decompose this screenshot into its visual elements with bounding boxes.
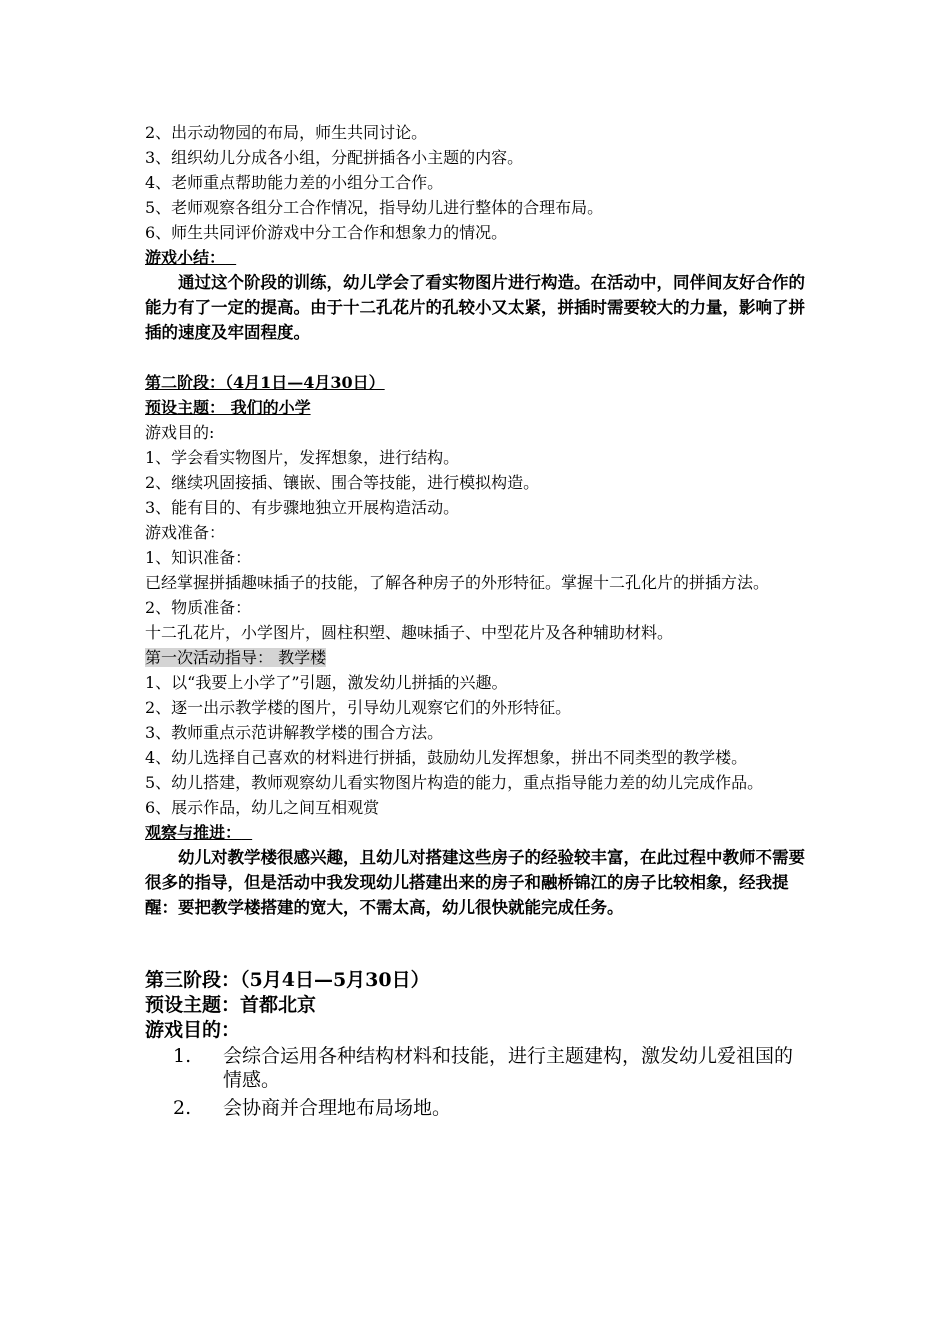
document-body <box>145 120 810 1124</box>
list-item: 4、幼儿选择自己喜欢的材料进行拼插，鼓励幼儿发挥想象，拼出不同类型的教学楼。 <box>145 748 748 767</box>
stage2-goals-list <box>145 445 810 520</box>
knowledge-heading: 1、知识准备： <box>145 548 252 567</box>
list-item: 5、幼儿搭建，教师观察幼儿看实物图片构造的能力，重点指导能力差的幼儿完成作品。 <box>145 773 764 792</box>
observe-heading <box>145 820 810 845</box>
heading-text: 观察与推进： <box>145 823 242 842</box>
stage2-theme <box>145 395 810 420</box>
observe-paragraph: 幼儿对教学楼很感兴趣，且幼儿对搭建这些房子的经验较丰富，在此过程中教师不需要很多的指导，但是活动中我发现幼儿搭建出来的房子和融桥锦江的房子比较相象，经我提醒：要把教学楼搭建的宽大，不需太高，幼儿很快就能完成任务。 <box>145 848 805 917</box>
stage2-goal-heading: 游戏目的: <box>145 423 215 442</box>
list-item: 1、学会看实物图片，发挥想象，进行结构。 <box>145 448 460 467</box>
list-text: 会综合运用各种结构材料和技能，进行主题建构，激发幼儿爱祖国的情感。 <box>223 1045 794 1091</box>
stage3-heading: 第三阶段：（5月4日—5月30日） <box>145 969 430 991</box>
list-item: 3、能有目的、有步骤地独立开展构造活动。 <box>145 498 460 517</box>
list-item: 2、出示动物园的布局，师生共同讨论。 <box>145 123 428 142</box>
stage1-summary-paragraph: 通过这个阶段的训练，幼儿学会了看实物图片进行构造。在活动中，同伴间友好合作的能力有了一定的提高。由于十二孔花片的孔较小又太紧，拼插时需要较大的力量，影响了拼插的速度及牢固程度。 <box>145 273 805 342</box>
list-number: 2. <box>173 1097 192 1119</box>
list-item <box>145 1096 810 1120</box>
list-item <box>145 1044 810 1092</box>
list-text: 会协商并合理地布局场地。 <box>223 1097 452 1119</box>
stage1-summary-heading <box>145 245 810 270</box>
stage3-theme: 预设主题：首都北京 <box>145 994 317 1016</box>
list-number: 1. <box>173 1045 192 1067</box>
material-heading: 2、物质准备： <box>145 598 252 617</box>
list-item: 4、老师重点帮助能力差的小组分工合作。 <box>145 173 444 192</box>
activity-heading-text: 第一次活动指导： 教学楼 <box>145 648 327 667</box>
stage3-goals-list <box>145 1044 810 1120</box>
list-item: 2、继续巩固接插、镶嵌、围合等技能，进行模拟构造。 <box>145 473 540 492</box>
list-item: 1、以“我要上小学了”引题，激发幼儿拼插的兴趣。 <box>145 673 508 692</box>
list-item: 3、组织幼儿分成各小组，分配拼插各小主题的内容。 <box>145 148 524 167</box>
stage2-prep-heading: 游戏准备： <box>145 523 226 542</box>
list-item: 6、展示作品，幼儿之间互相观赏 <box>145 798 380 817</box>
material-text: 十二孔花片，小学图片，圆柱积塑、趣味插子、中型花片及各种辅助材料。 <box>145 623 674 642</box>
list-item: 3、教师重点示范讲解教学楼的围合方法。 <box>145 723 444 742</box>
stage3-goal-heading: 游戏目的： <box>145 1019 241 1041</box>
stage2-heading <box>145 370 810 395</box>
list-item: 2、逐一出示教学楼的图片，引导幼儿观察它们的外形特征。 <box>145 698 572 717</box>
heading-text: 游戏小结： <box>145 248 226 267</box>
activity-heading <box>145 645 810 670</box>
stage1-steps-list <box>145 120 810 245</box>
theme-text: 预设主题： 我们的小学 <box>145 398 311 417</box>
activity-steps-list <box>145 670 810 820</box>
heading-text: 第二阶段：（4月1日—4月30日） <box>145 373 385 392</box>
list-item: 5、老师观察各组分工合作情况，指导幼儿进行整体的合理布局。 <box>145 198 604 217</box>
list-item: 6、师生共同评价游戏中分工合作和想象力的情况。 <box>145 223 508 242</box>
knowledge-text: 已经掌握拼插趣味插子的技能，了解各种房子的外形特征。掌握十二孔化片的拼插方法。 <box>145 573 770 592</box>
